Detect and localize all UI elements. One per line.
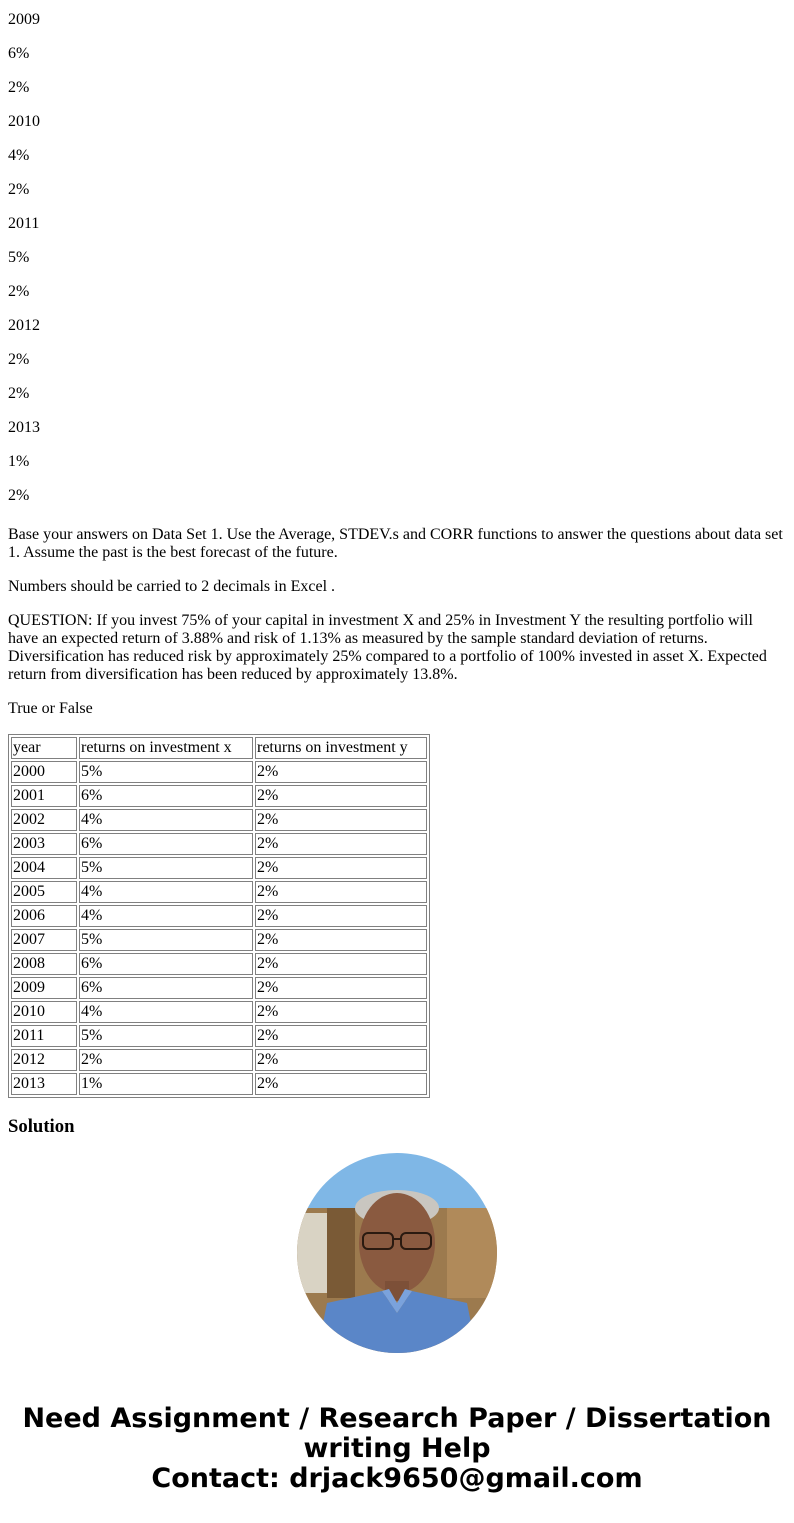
table-row bbox=[11, 785, 427, 807]
rounding-note: Numbers should be carried to 2 decimals in Excel . bbox=[8, 578, 336, 595]
instructions: Base your answers on Data Set 1. Use the Average, STDEV.s and CORR functions to answer the questions about data set 1. Assume the past is the best forecast of the future. bbox=[8, 526, 783, 561]
cell-returns-y: 2% bbox=[255, 1049, 427, 1071]
table-row bbox=[11, 881, 427, 903]
table-row bbox=[11, 833, 427, 855]
promo-line-2: writing Help bbox=[303, 1433, 491, 1464]
cell-year: 2004 bbox=[11, 857, 77, 879]
promo-banner bbox=[0, 1404, 794, 1494]
cell-year: 2002 bbox=[11, 809, 77, 831]
cell-year: 2000 bbox=[11, 761, 77, 783]
cell-returns-y: 2% bbox=[255, 857, 427, 879]
cell-returns-x: 4% bbox=[79, 809, 253, 831]
cell-returns-x: 5% bbox=[79, 929, 253, 951]
cell-returns-y: 2% bbox=[255, 809, 427, 831]
cell-returns-y: 2% bbox=[255, 785, 427, 807]
table-row bbox=[11, 857, 427, 879]
cell-year: 2013 bbox=[11, 1073, 77, 1095]
cell-returns-x: 6% bbox=[79, 833, 253, 855]
table-row bbox=[11, 761, 427, 783]
cell-returns-x: 5% bbox=[79, 857, 253, 879]
table-row bbox=[11, 1049, 427, 1071]
cell-returns-x: 5% bbox=[79, 761, 253, 783]
table-row bbox=[11, 809, 427, 831]
cell-returns-y: 2% bbox=[255, 1001, 427, 1023]
cell-year: 2007 bbox=[11, 929, 77, 951]
cell-year: 2010 bbox=[11, 1001, 77, 1023]
cell-returns-x: 4% bbox=[79, 881, 253, 903]
table-row bbox=[11, 977, 427, 999]
cell-returns-x: 4% bbox=[79, 905, 253, 927]
table-row bbox=[11, 1073, 427, 1095]
promo-line-3: Contact: drjack9650@gmail.com bbox=[151, 1463, 643, 1494]
cell-returns-x: 4% bbox=[79, 1001, 253, 1023]
list-item: 2012 bbox=[8, 317, 40, 334]
cell-year: 2011 bbox=[11, 1025, 77, 1047]
cell-year: 2009 bbox=[11, 977, 77, 999]
cell-year: 2001 bbox=[11, 785, 77, 807]
question: QUESTION: If you invest 75% of your capital in investment X and 25% in Investment Y the resulting portfolio will have an expected return of 3.88% and risk of 1.13% as measured by the sample standard deviation of returns. Diversification has reduced risk by approximately 25% compared to a portfolio of 100% invested in asset X. Expected return from diversification has been reduced by approximately 13.8%. bbox=[8, 612, 767, 683]
cell-returns-y: 2% bbox=[255, 881, 427, 903]
table-header-row bbox=[11, 737, 427, 759]
cell-returns-y: 2% bbox=[255, 833, 427, 855]
cell-returns-x: 6% bbox=[79, 785, 253, 807]
list-item: 4% bbox=[8, 147, 30, 164]
cell-year: 2012 bbox=[11, 1049, 77, 1071]
list-item: 2011 bbox=[8, 215, 40, 232]
cell-returns-x: 2% bbox=[79, 1049, 253, 1071]
cell-returns-x: 5% bbox=[79, 1025, 253, 1047]
top-list bbox=[8, 0, 786, 510]
cell-returns-x: 6% bbox=[79, 953, 253, 975]
list-item: 2% bbox=[8, 351, 30, 368]
cell-year: 2006 bbox=[11, 905, 77, 927]
cell-returns-x: 1% bbox=[79, 1073, 253, 1095]
table-row bbox=[11, 1025, 427, 1047]
list-item: 6% bbox=[8, 45, 30, 62]
solution-heading: Solution bbox=[8, 1116, 75, 1137]
answer-prompt: True or False bbox=[8, 700, 93, 717]
cell-returns-y: 2% bbox=[255, 1025, 427, 1047]
cell-returns-y: 2% bbox=[255, 977, 427, 999]
list-item: 2% bbox=[8, 487, 30, 504]
cell-year: 2003 bbox=[11, 833, 77, 855]
list-item: 2% bbox=[8, 79, 30, 96]
cell-returns-y: 2% bbox=[255, 761, 427, 783]
header-returns-y: returns on investment y bbox=[255, 737, 427, 759]
cell-returns-y: 2% bbox=[255, 929, 427, 951]
table-row bbox=[11, 929, 427, 951]
header-year: year bbox=[11, 737, 77, 759]
list-item: 5% bbox=[8, 249, 30, 266]
table-row bbox=[11, 905, 427, 927]
table-row bbox=[11, 1001, 427, 1023]
data-table bbox=[8, 734, 430, 1098]
list-item: 2009 bbox=[8, 11, 40, 28]
list-item: 2010 bbox=[8, 113, 40, 130]
list-item: 1% bbox=[8, 453, 30, 470]
header-returns-x: returns on investment x bbox=[79, 737, 253, 759]
list-item: 2% bbox=[8, 385, 30, 402]
cell-returns-y: 2% bbox=[255, 905, 427, 927]
cell-returns-y: 2% bbox=[255, 953, 427, 975]
cell-returns-x: 6% bbox=[79, 977, 253, 999]
avatar-portrait bbox=[297, 1153, 497, 1353]
cell-year: 2008 bbox=[11, 953, 77, 975]
list-item: 2% bbox=[8, 181, 30, 198]
table-row bbox=[11, 953, 427, 975]
cell-returns-y: 2% bbox=[255, 1073, 427, 1095]
list-item: 2% bbox=[8, 283, 30, 300]
promo-line-1: Need Assignment / Research Paper / Dissertation bbox=[22, 1403, 772, 1434]
list-item: 2013 bbox=[8, 419, 40, 436]
avatar bbox=[297, 1153, 497, 1353]
cell-year: 2005 bbox=[11, 881, 77, 903]
